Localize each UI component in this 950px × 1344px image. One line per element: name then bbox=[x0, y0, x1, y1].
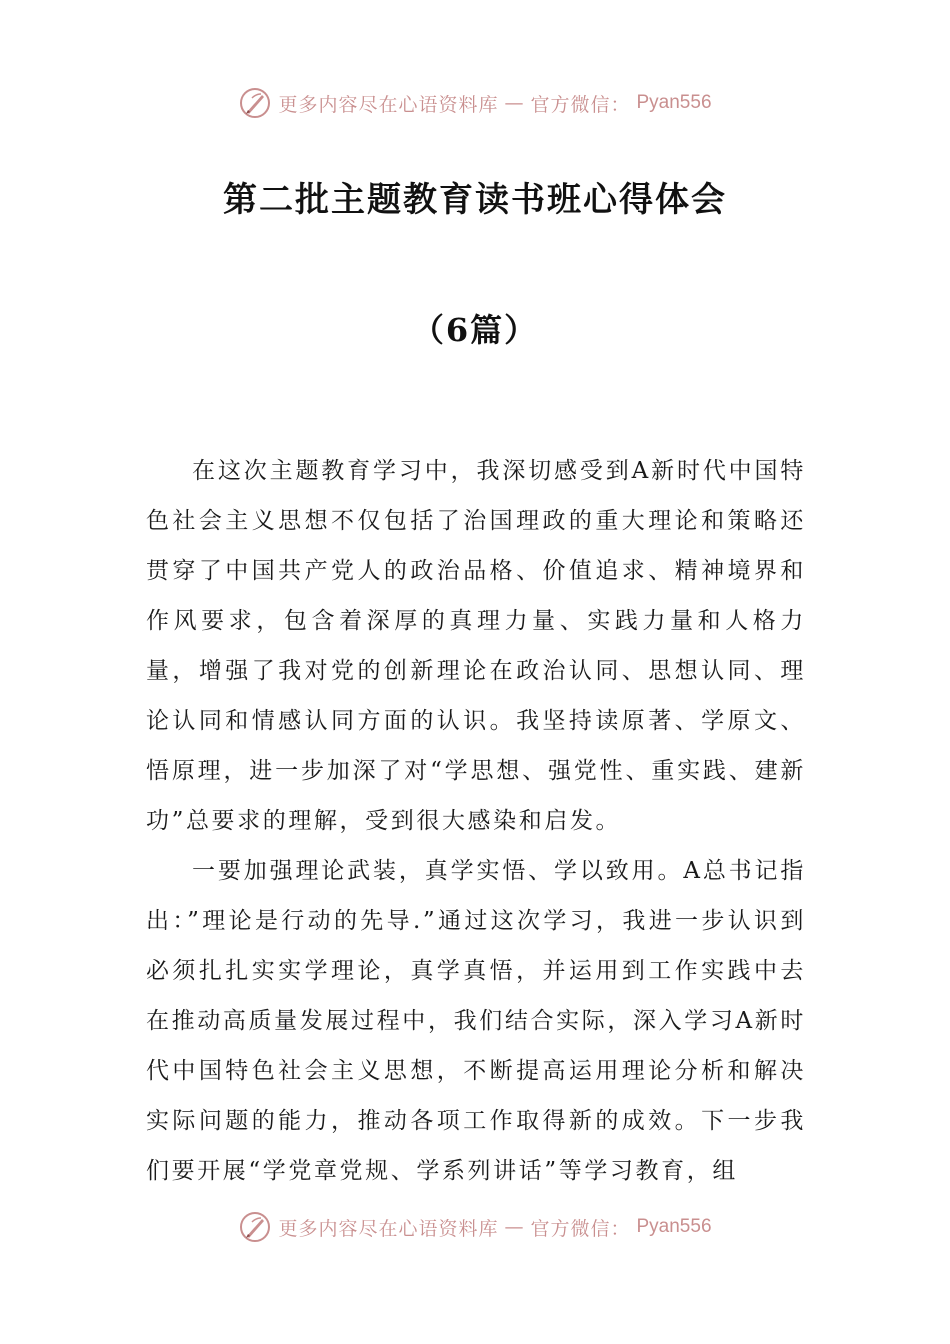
document-body bbox=[146, 446, 806, 1192]
watermark-brand: 更多内容尽在心语资料库 bbox=[278, 93, 499, 116]
watermark-wechat-label: 官方微信： bbox=[530, 93, 631, 116]
paragraph: 在这次主题教育学习中，我深切感受到A新时代中国特色社会主义思想不仅包括了治国理政的重大理论和策略还贯穿了中国共产党人的政治品格、价值追求、精神境界和作风要求，包含着深厚的真理力量、实践力量和人格力量，增强了我对党的创新理论在政治认同、思想认同、理论认同和情感认同方面的认识。我坚持读原著、学原文、悟原理，进一步加深了对“学思想、强党性、重实践、建新功”总要求的理解，受到很大感染和启发。 bbox=[146, 458, 806, 834]
quill-pen-icon bbox=[238, 86, 272, 120]
document-subtitle: （6篇） bbox=[411, 311, 539, 349]
watermark-wechat-label: 官方微信： bbox=[530, 1217, 631, 1240]
watermark-wechat-id: Pyan556 bbox=[636, 92, 712, 113]
watermark-wechat-id: Pyan556 bbox=[636, 1216, 712, 1237]
quill-pen-icon bbox=[238, 1210, 272, 1244]
header-watermark bbox=[0, 86, 950, 120]
document-title: 第二批主题教育读书班心得体会 bbox=[223, 180, 727, 220]
footer-watermark bbox=[0, 1210, 950, 1244]
watermark-dash: — bbox=[504, 1216, 525, 1238]
watermark-dash: — bbox=[504, 92, 525, 114]
paragraph: 一要加强理论武装，真学实悟、学以致用。A总书记指出：”理论是行动的先导.”通过这次学习，我进一步认识到必须扎扎实实学理论，真学真悟，并运用到工作实践中去在推动高质量发展过程中，我们结合实际，深入学习A新时代中国特色社会主义思想，不断提高运用理论分析和解决实际问题的能力，推动各项工作取得新的成效。下一步我们要开展“学党章党规、学系列讲话”等学习教育，组 bbox=[146, 858, 806, 1184]
watermark-brand: 更多内容尽在心语资料库 bbox=[278, 1217, 499, 1240]
